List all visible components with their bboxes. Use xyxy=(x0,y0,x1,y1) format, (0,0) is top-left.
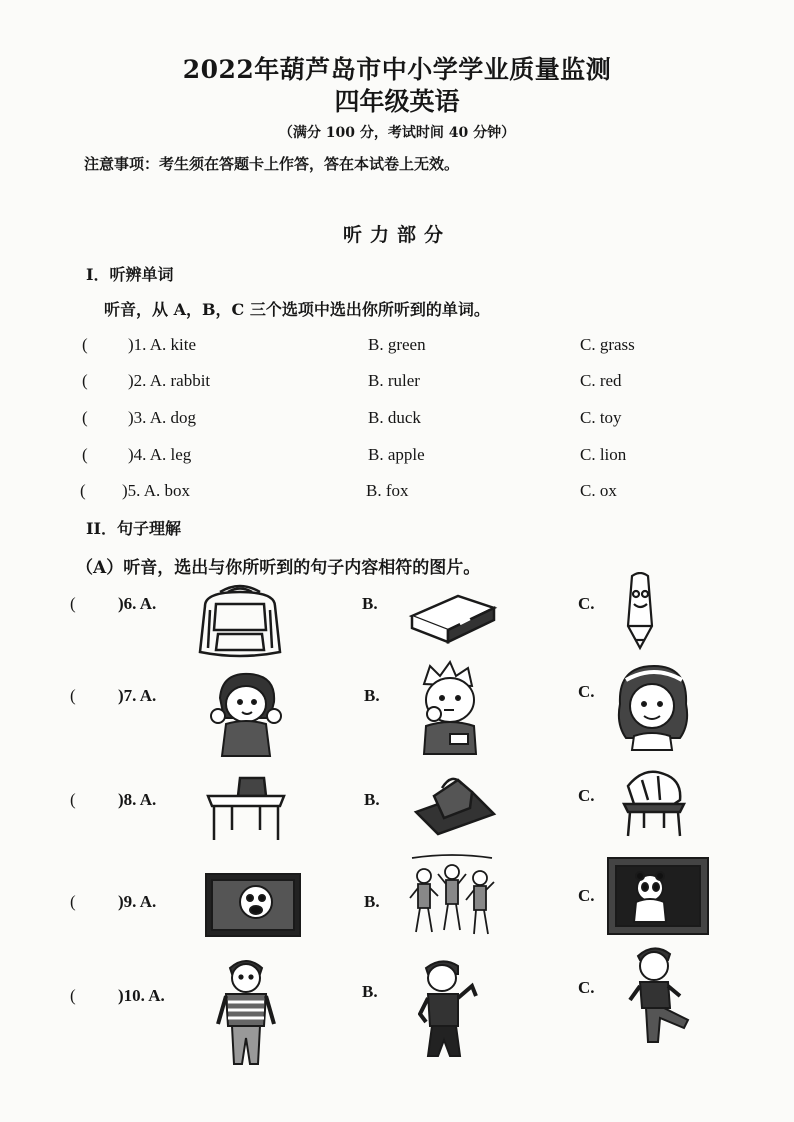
option-a-label: )7. A. xyxy=(118,686,157,705)
boy-dancing-icon xyxy=(418,956,482,1064)
answer-paren[interactable]: ( xyxy=(82,445,88,464)
option-b-label: B. xyxy=(362,594,378,613)
question-10-row xyxy=(0,950,794,1074)
option-a: )5. A. box xyxy=(122,481,190,500)
option-c: C. red xyxy=(580,371,622,390)
option-c-label: C. xyxy=(578,682,595,701)
girl-smiling-icon xyxy=(610,660,696,752)
question-6-row xyxy=(0,580,794,660)
option-b-label: B. xyxy=(364,686,380,705)
boy-standing-icon xyxy=(214,954,278,1072)
option-a-label: )6. A. xyxy=(118,594,157,613)
option-b: B. ruler xyxy=(368,371,420,390)
option-b-label: B. xyxy=(364,790,380,809)
option-a-label: )9. A. xyxy=(118,892,157,911)
answer-paren[interactable]: ( xyxy=(70,594,76,613)
boy-kicking-icon xyxy=(628,942,698,1052)
option-a: )4. A. leg xyxy=(128,445,192,464)
option-c-label: C. xyxy=(578,886,595,905)
exam-subtitle: 四年级英语 xyxy=(334,87,460,116)
part1-heading: I．听辨单词 xyxy=(86,265,174,284)
option-b-label: B. xyxy=(362,982,378,1001)
question-8-row xyxy=(0,766,794,846)
answer-paren[interactable]: ( xyxy=(70,892,76,911)
score-note: （满分 100 分，考试时间 40 分钟） xyxy=(278,125,516,141)
girl-icon xyxy=(200,668,290,758)
dancing-kids-icon xyxy=(408,852,496,942)
part2-heading: II．句子理解 xyxy=(86,519,181,538)
tv-panda-icon xyxy=(606,856,710,936)
part2-instruction: （A）听音，选出与你所听到的句子内容相符的图片。 xyxy=(76,558,481,578)
option-a: )1. A. kite xyxy=(128,335,196,354)
answer-paren[interactable]: ( xyxy=(80,481,86,500)
option-a: )2. A. rabbit xyxy=(128,371,211,390)
boy-thinking-icon xyxy=(410,660,490,756)
option-a: )3. A. dog xyxy=(128,408,196,427)
answer-paren[interactable]: ( xyxy=(82,371,88,390)
option-c: C. grass xyxy=(580,335,635,354)
option-b: B. apple xyxy=(368,445,425,464)
answer-paren[interactable]: ( xyxy=(70,686,76,705)
part1-instruction: 听音，从 A，B，C 三个选项中选出你所听到的单词。 xyxy=(104,300,490,319)
answer-paren[interactable]: ( xyxy=(70,790,76,809)
exam-title: 2022年葫芦岛市中小学学业质量监测 xyxy=(182,55,612,84)
option-b: B. duck xyxy=(368,408,421,427)
question-7-row xyxy=(0,660,794,760)
answer-paren[interactable]: ( xyxy=(70,986,76,1005)
eraser-icon xyxy=(408,588,498,644)
table-icon xyxy=(204,772,288,844)
option-b: B. fox xyxy=(366,481,409,500)
pencil-icon xyxy=(620,572,660,652)
option-a-label: )8. A. xyxy=(118,790,157,809)
tv-cartoon-icon xyxy=(204,872,302,938)
clothes-on-chair-icon xyxy=(614,766,690,838)
question-9-row xyxy=(0,852,794,948)
option-a-label: )10. A. xyxy=(118,986,165,1005)
answer-paren[interactable]: ( xyxy=(82,408,88,427)
option-c: C. lion xyxy=(580,445,627,464)
option-b: B. green xyxy=(368,335,426,354)
section-title: 听力部分 xyxy=(342,224,451,246)
answer-paren[interactable]: ( xyxy=(82,335,88,354)
option-c: C. ox xyxy=(580,481,617,500)
bag-on-bed-icon xyxy=(412,768,498,838)
option-c-label: C. xyxy=(578,786,595,805)
schoolbag-icon xyxy=(190,582,290,660)
option-c-label: C. xyxy=(578,978,595,997)
notice: 注意事项：考生须在答题卡上作答，答在本试卷上无效。 xyxy=(84,155,460,173)
option-c-label: C. xyxy=(578,594,595,613)
option-c: C. toy xyxy=(580,408,622,427)
option-b-label: B. xyxy=(364,892,380,911)
